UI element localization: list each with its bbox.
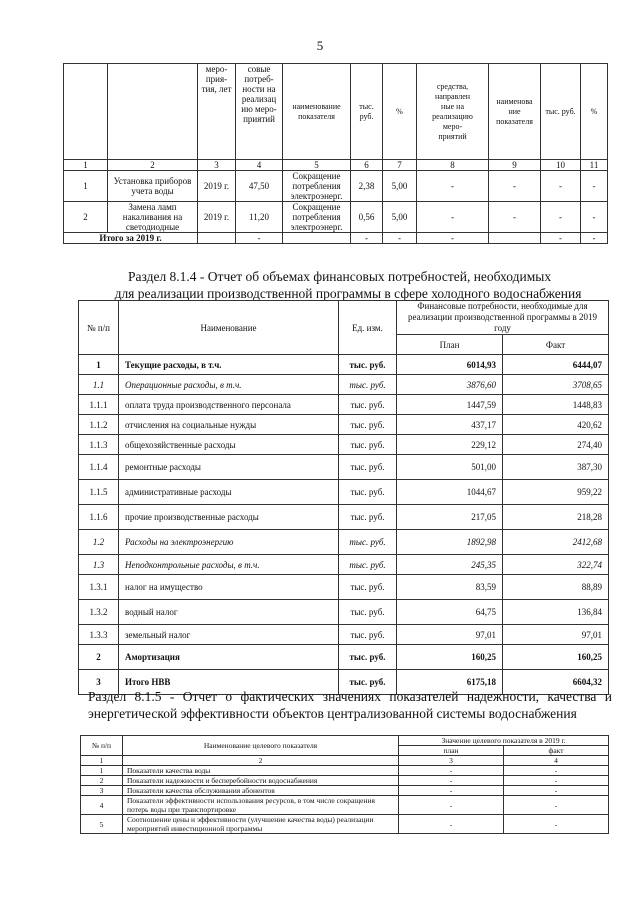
cell-fact: 97,01 (503, 625, 609, 645)
page-number: 5 (316, 38, 324, 53)
column-number: 3 (399, 756, 504, 766)
cell-plan: 437,17 (397, 415, 503, 435)
table-cell: - (489, 202, 541, 233)
header-cell: наименова ние показателя (489, 64, 541, 160)
cell-num: 1.3.3 (79, 625, 119, 645)
cell-unit: тыс. руб. (339, 455, 397, 480)
cell-unit: тыс. руб. (339, 480, 397, 505)
cell-unit: тыс. руб. (339, 670, 397, 695)
table-cell: - (541, 233, 581, 244)
column-number: 7 (383, 160, 417, 171)
table-cell (489, 233, 541, 244)
header-group: Финансовые потребности, необходимые для реализации производственной программы в 2019 году (397, 301, 609, 335)
header-cell: меро- прия- тия, лет (198, 64, 236, 160)
header-plan: План (397, 335, 503, 355)
cell-fact: 387,30 (503, 455, 609, 480)
cell-fact: - (504, 815, 609, 834)
column-number: 4 (236, 160, 283, 171)
cell-num: 1.1.1 (79, 395, 119, 415)
cell-plan: 3876,60 (397, 375, 503, 395)
cell-name: Показатели качества обслуживания абонентов (123, 786, 399, 796)
cell-num: 1.1.6 (79, 505, 119, 530)
cell-num: 1 (81, 766, 123, 776)
cell-num: 1.1.4 (79, 455, 119, 480)
table-cell: 2019 г. (198, 171, 236, 202)
header-fact: факт (504, 746, 609, 756)
cell-name: отчисления на социальные нужды (119, 415, 339, 435)
table-row (79, 575, 609, 600)
cell-plan: - (399, 786, 504, 796)
cell-plan: 1447,59 (397, 395, 503, 415)
cell-plan: 6014,93 (397, 355, 503, 375)
cell-plan: 64,75 (397, 600, 503, 625)
cell-fact: 218,28 (503, 505, 609, 530)
column-number: 6 (351, 160, 383, 171)
cell-unit: тыс. руб. (339, 395, 397, 415)
table-cell: Замена ламп накаливания на светодиодные (108, 202, 198, 233)
table-cell: - (417, 202, 489, 233)
cell-name: Текущие расходы, в т.ч. (119, 355, 339, 375)
cell-name: Соотношение цены и эффективности (улучшение качества воды) реализации мероприятий инвестиционной программы (123, 815, 399, 834)
cell-num: 1 (79, 355, 119, 375)
cell-num: 4 (81, 796, 123, 815)
header-fact: Факт (503, 335, 609, 355)
cell-fact: 136,84 (503, 600, 609, 625)
cell-num: 1.3 (79, 555, 119, 575)
cell-num: 3 (79, 670, 119, 695)
table-cell: Сокращение потребления электроэнерг. (283, 202, 351, 233)
header-unit: Ед. изм. (339, 301, 397, 355)
table-cell: - (489, 171, 541, 202)
cell-plan: 229,12 (397, 435, 503, 455)
cell-fact: 2412,68 (503, 530, 609, 555)
header-cell: наименование показателя (283, 64, 351, 160)
cell-name: Расходы на электроэнергию (119, 530, 339, 555)
table-cell: - (351, 233, 383, 244)
column-number: 5 (283, 160, 351, 171)
header-num: № п/п (79, 301, 119, 355)
cell-unit: тыс. руб. (339, 435, 397, 455)
cell-name: Итого НВВ (119, 670, 339, 695)
column-number: 10 (541, 160, 581, 171)
header-cell: тыс. руб. (541, 64, 581, 160)
cell-plan: 6175,18 (397, 670, 503, 695)
cell-fact: - (504, 786, 609, 796)
header-plan: план (399, 746, 504, 756)
cell-name: прочие производственные расходы (119, 505, 339, 530)
table-row (79, 505, 609, 530)
cell-fact: 322,74 (503, 555, 609, 575)
table-cell: 5,00 (383, 202, 417, 233)
table-cell: 1 (64, 171, 108, 202)
cell-num: 1.1.3 (79, 435, 119, 455)
cell-plan: - (399, 776, 504, 786)
cell-fact: 1448,83 (503, 395, 609, 415)
header-cell: тыс. руб. (351, 64, 383, 160)
cell-name: Амортизация (119, 645, 339, 670)
table-row (81, 815, 609, 834)
cell-fact: 420,62 (503, 415, 609, 435)
table-row (81, 766, 609, 776)
total-row (64, 233, 608, 244)
cell-num: 1.1 (79, 375, 119, 395)
header-cell (64, 64, 108, 160)
cell-num: 2 (79, 645, 119, 670)
header-cell: средства, направлен ные на реализацию меро- приятий (417, 64, 489, 160)
table-row (81, 776, 609, 786)
cell-plan: 1892,98 (397, 530, 503, 555)
cell-name: Показатели надежности и бесперебойности водоснабжения (123, 776, 399, 786)
financial-needs-table (78, 300, 609, 695)
table-cell: - (417, 233, 489, 244)
total-label: Итого за 2019 г. (64, 233, 198, 244)
table-cell: - (417, 171, 489, 202)
column-number: 2 (108, 160, 198, 171)
cell-name: ремонтные расходы (119, 455, 339, 480)
cell-unit: тыс. руб. (339, 415, 397, 435)
header-name: Наименование целевого показателя (123, 736, 399, 756)
table-cell: 47,50 (236, 171, 283, 202)
cell-num: 1.1.2 (79, 415, 119, 435)
header-cell (108, 64, 198, 160)
cell-plan: 245,35 (397, 555, 503, 575)
column-number: 11 (581, 160, 608, 171)
table-cell: 2019 г. (198, 202, 236, 233)
cell-num: 1.3.2 (79, 600, 119, 625)
cell-fact: 88,89 (503, 575, 609, 600)
column-number: 3 (198, 160, 236, 171)
table-cell: - (541, 171, 581, 202)
cell-plan: 217,05 (397, 505, 503, 530)
table-cell: 2 (64, 202, 108, 233)
cell-name: Неподконтрольные расходы, в т.ч. (119, 555, 339, 575)
column-number: 2 (123, 756, 399, 766)
table-row (81, 786, 609, 796)
cell-name: административные расходы (119, 480, 339, 505)
target-indicators-table (80, 735, 609, 834)
cell-plan: 1044,67 (397, 480, 503, 505)
header-cell: % (581, 64, 608, 160)
table-row (79, 480, 609, 505)
cell-unit: тыс. руб. (339, 530, 397, 555)
cell-fact: 3708,65 (503, 375, 609, 395)
table-cell: - (581, 202, 608, 233)
cell-unit: тыс. руб. (339, 600, 397, 625)
column-number: 8 (417, 160, 489, 171)
table-row (64, 202, 608, 233)
section-heading-8-1-4 (88, 268, 608, 302)
cell-name: налог на имущество (119, 575, 339, 600)
cell-unit: тыс. руб. (339, 375, 397, 395)
cell-unit: тыс. руб. (339, 575, 397, 600)
cell-num: 1.1.5 (79, 480, 119, 505)
header-cell: % (383, 64, 417, 160)
table-row (79, 395, 609, 415)
energy-measures-table (63, 63, 608, 244)
cell-plan: 83,59 (397, 575, 503, 600)
table-cell (198, 233, 236, 244)
cell-name: Операционные расходы, в т.ч. (119, 375, 339, 395)
header-cell: совые потреб- ности на реализац ию меро- приятий (236, 64, 283, 160)
table-cell: 11,20 (236, 202, 283, 233)
table-cell: 5,00 (383, 171, 417, 202)
cell-name: Показатели эффективности использования ресурсов, в том числе сокращения потерь воды при транспортировке (123, 796, 399, 815)
cell-unit: тыс. руб. (339, 355, 397, 375)
column-number: 9 (489, 160, 541, 171)
cell-fact: - (504, 776, 609, 786)
table-row (79, 600, 609, 625)
table-row (81, 796, 609, 815)
table-cell: 0,56 (351, 202, 383, 233)
table-row (79, 355, 609, 375)
header-num: № п/п (81, 736, 123, 756)
cell-plan: - (399, 766, 504, 776)
cell-plan: 501,00 (397, 455, 503, 480)
header-name: Наименование (119, 301, 339, 355)
cell-unit: тыс. руб. (339, 645, 397, 670)
column-number: 1 (81, 756, 123, 766)
cell-plan: 160,25 (397, 645, 503, 670)
cell-name: земельный налог (119, 625, 339, 645)
table-row (79, 435, 609, 455)
cell-fact: 959,22 (503, 480, 609, 505)
table-cell (283, 233, 351, 244)
table-row (64, 171, 608, 202)
cell-fact: 274,40 (503, 435, 609, 455)
table-cell: - (581, 171, 608, 202)
table-cell: Сокращение потребления электроэнерг. (283, 171, 351, 202)
heading-line: для реализации производственной программы в сфере холодного водоснабжения (114, 286, 582, 301)
cell-num: 1.3.1 (79, 575, 119, 600)
section-heading-8-1-5: Раздел 8.1.5 - Отчет о фактических значениях показателей надежности, качества и энергетической эффективности объектов централизованной системы водоснабжения (88, 689, 612, 721)
cell-num: 2 (81, 776, 123, 786)
table-cell: Установка приборов учета воды (108, 171, 198, 202)
table-cell: - (236, 233, 283, 244)
cell-name: Показатели качества воды (123, 766, 399, 776)
table-row (79, 530, 609, 555)
cell-unit: тыс. руб. (339, 505, 397, 530)
cell-plan: - (399, 815, 504, 834)
cell-fact: - (504, 766, 609, 776)
header-group: Значение целевого показателя в 2019 г. (399, 736, 609, 746)
cell-name: водный налог (119, 600, 339, 625)
table-row (79, 625, 609, 645)
table-cell: 2,38 (351, 171, 383, 202)
table-row (79, 375, 609, 395)
table-cell: - (383, 233, 417, 244)
cell-plan: - (399, 796, 504, 815)
cell-fact: 6604,32 (503, 670, 609, 695)
column-number: 4 (504, 756, 609, 766)
table-row (79, 455, 609, 480)
table-cell: - (581, 233, 608, 244)
table-cell: - (541, 202, 581, 233)
cell-fact: 160,25 (503, 645, 609, 670)
cell-num: 3 (81, 786, 123, 796)
cell-num: 1.2 (79, 530, 119, 555)
cell-unit: тыс. руб. (339, 625, 397, 645)
cell-fact: - (504, 796, 609, 815)
cell-unit: тыс. руб. (339, 555, 397, 575)
cell-plan: 97,01 (397, 625, 503, 645)
cell-name: общехозяйственные расходы (119, 435, 339, 455)
cell-name: оплата труда производственного персонала (119, 395, 339, 415)
heading-line: Раздел 8.1.4 - Отчет об объемах финансовых потребностей, необходимых (128, 269, 552, 284)
cell-fact: 6444,07 (503, 355, 609, 375)
table-row (79, 645, 609, 670)
cell-num: 5 (81, 815, 123, 834)
column-number: 1 (64, 160, 108, 171)
table-row (79, 415, 609, 435)
table-row (79, 555, 609, 575)
